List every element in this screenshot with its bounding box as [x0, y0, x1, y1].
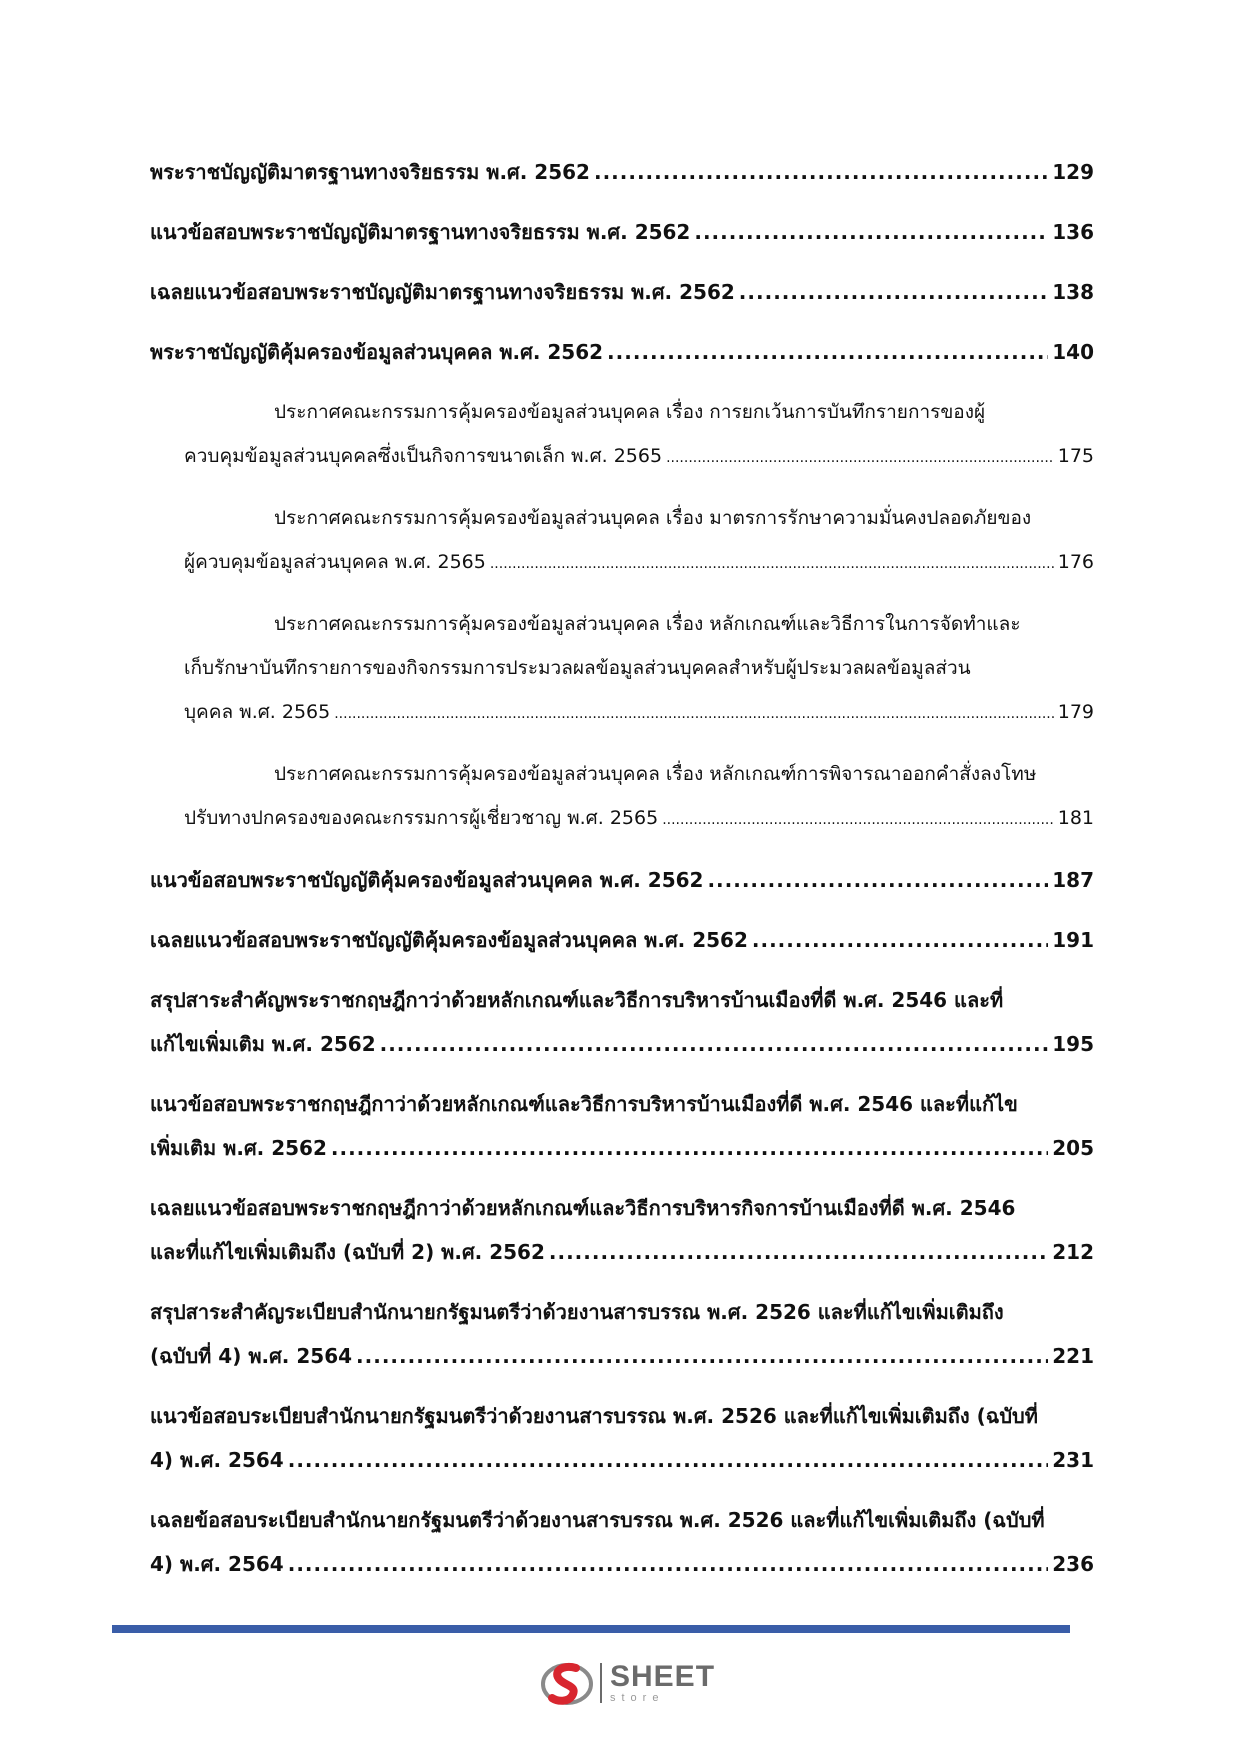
- toc-entry-title-line: เฉลยแนวข้อสอบพระราชกฤษฎีกาว่าด้วยหลักเกณฑ์และวิธีการบริหารกิจการบ้านเมืองที่ดี พ.ศ. 2546: [150, 1196, 1016, 1220]
- dot-leader: [356, 1334, 1048, 1378]
- toc-page-number: 129: [1052, 160, 1094, 184]
- toc-page-number: 221: [1052, 1344, 1094, 1368]
- toc-entry-title-line: ปรับทางปกครองของคณะกรรมการผู้เชี่ยวชาญ พ.ศ. 2565: [184, 807, 659, 829]
- dot-leader: [666, 436, 1054, 480]
- toc-entry-title-line: สรุปสาระสำคัญระเบียบสำนักนายกรัฐมนตรีว่าด้วยงานสารบรรณ พ.ศ. 2526 และที่แก้ไขเพิ่มเติมถึง: [150, 1300, 1004, 1324]
- logo-subword: store: [610, 1692, 665, 1704]
- sheet-store-logo: [540, 1656, 715, 1710]
- toc-page-number: 175: [1057, 445, 1094, 467]
- toc-entry-title-line: ประกาศคณะกรรมการคุ้มครองข้อมูลส่วนบุคคล เรื่อง มาตรการรักษาความมั่นคงปลอดภัยของ: [274, 507, 1032, 529]
- toc-entry-title-line: ประกาศคณะกรรมการคุ้มครองข้อมูลส่วนบุคคล เรื่อง การยกเว้นการบันทึกรายการของผู้: [274, 401, 986, 423]
- sheet-store-logo-icon: [540, 1656, 594, 1710]
- toc-entry[interactable]: [150, 1082, 1094, 1170]
- dot-leader: [662, 798, 1054, 842]
- toc-entry[interactable]: [150, 918, 1094, 962]
- toc-entry[interactable]: [150, 1394, 1094, 1482]
- toc-subentry[interactable]: [150, 752, 1094, 842]
- toc-entry-title: เฉลยแนวข้อสอบพระราชบัญญัติมาตรฐานทางจริยธรรม พ.ศ. 2562: [150, 280, 735, 304]
- toc-entry-title: แนวข้อสอบพระราชบัญญัติมาตรฐานทางจริยธรรม พ.ศ. 2562: [150, 220, 691, 244]
- dot-leader: [380, 1022, 1049, 1066]
- logo-divider: [600, 1663, 602, 1703]
- toc-page-number: 140: [1052, 340, 1094, 364]
- toc-entry[interactable]: [150, 1186, 1094, 1274]
- toc-page-number: 181: [1057, 807, 1094, 829]
- toc-entry-title-line: (ฉบับที่ 4) พ.ศ. 2564: [150, 1344, 353, 1368]
- dot-leader: [288, 1438, 1049, 1482]
- toc-entry-title-line: เฉลยข้อสอบระเบียบสำนักนายกรัฐมนตรีว่าด้วยงานสารบรรณ พ.ศ. 2526 และที่แก้ไขเพิ่มเติมถึง (ฉบับที่: [150, 1508, 1045, 1532]
- dot-leader: [334, 692, 1054, 736]
- toc-entry[interactable]: [150, 858, 1094, 902]
- dot-leader: [549, 1230, 1048, 1274]
- toc-entry-title-line: เก็บรักษาบันทึกรายการของกิจกรรมการประมวลผลข้อมูลส่วนบุคคลสำหรับผู้ประมวลผลข้อมูลส่วน: [184, 657, 971, 679]
- toc-entry-title: พระราชบัญญัติมาตรฐานทางจริยธรรม พ.ศ. 2562: [150, 160, 590, 184]
- toc-entry[interactable]: [150, 978, 1094, 1066]
- toc-page-number: 236: [1052, 1552, 1094, 1576]
- toc-subentry[interactable]: [150, 390, 1094, 480]
- toc-entry-title: พระราชบัญญัติคุ้มครองข้อมูลส่วนบุคคล พ.ศ. 2562: [150, 340, 604, 364]
- toc-entry-title-line: 4) พ.ศ. 2564: [150, 1552, 284, 1576]
- toc-page-number: 138: [1052, 280, 1094, 304]
- toc-entry-title-line: แนวข้อสอบพระราชกฤษฎีกาว่าด้วยหลักเกณฑ์และวิธีการบริหารบ้านเมืองที่ดี พ.ศ. 2546 และที่แก้ไข: [150, 1092, 1018, 1116]
- toc-entry[interactable]: [150, 1498, 1094, 1586]
- toc-page-number: 231: [1052, 1448, 1094, 1472]
- toc-entry-title-line: ประกาศคณะกรรมการคุ้มครองข้อมูลส่วนบุคคล เรื่อง หลักเกณฑ์และวิธีการในการจัดทำและ: [274, 613, 1021, 635]
- toc-page-number: 187: [1052, 868, 1094, 892]
- dot-leader: [331, 1126, 1048, 1170]
- toc-entry-title-line: สรุปสาระสำคัญพระราชกฤษฎีกาว่าด้วยหลักเกณฑ์และวิธีการบริหารบ้านเมืองที่ดี พ.ศ. 2546 และที่: [150, 988, 1004, 1012]
- toc-entry-title-line: และที่แก้ไขเพิ่มเติมถึง (ฉบับที่ 2) พ.ศ. 2562: [150, 1240, 545, 1264]
- dot-leader: [752, 918, 1048, 962]
- dot-leader: [607, 330, 1048, 374]
- dot-leader: [288, 1542, 1049, 1586]
- toc-page-number: 212: [1052, 1240, 1094, 1264]
- toc-entry-title-line: แนวข้อสอบระเบียบสำนักนายกรัฐมนตรีว่าด้วยงานสารบรรณ พ.ศ. 2526 และที่แก้ไขเพิ่มเติมถึง (ฉบับที่: [150, 1404, 1038, 1428]
- dot-leader: [694, 210, 1048, 254]
- toc-page-number: 191: [1052, 928, 1094, 952]
- toc-entry-title-line: ควบคุมข้อมูลส่วนบุคคลซึ่งเป็นกิจการขนาดเล็ก พ.ศ. 2565: [184, 445, 663, 467]
- toc-page-number: 136: [1052, 220, 1094, 244]
- toc-entry-title: แนวข้อสอบพระราชบัญญัติคุ้มครองข้อมูลส่วนบุคคล พ.ศ. 2562: [150, 868, 704, 892]
- toc-entry-title-line: เพิ่มเติม พ.ศ. 2562: [150, 1136, 327, 1160]
- logo-text: [610, 1662, 715, 1704]
- toc-entry-title-line: ผู้ควบคุมข้อมูลส่วนบุคคล พ.ศ. 2565: [184, 551, 486, 573]
- logo-word: SHEET: [610, 1660, 716, 1693]
- dot-leader: [739, 270, 1048, 314]
- dot-leader: [707, 858, 1048, 902]
- toc-entry-title-line: ประกาศคณะกรรมการคุ้มครองข้อมูลส่วนบุคคล เรื่อง หลักเกณฑ์การพิจารณาออกคำสั่งลงโทษ: [274, 763, 1037, 785]
- toc-page-number: 176: [1057, 551, 1094, 573]
- toc-entry-title-line: บุคคล พ.ศ. 2565: [184, 701, 331, 723]
- dot-leader: [490, 542, 1054, 586]
- toc-entry[interactable]: [150, 150, 1094, 194]
- toc-entry[interactable]: [150, 270, 1094, 314]
- toc-subentry[interactable]: [150, 496, 1094, 586]
- dot-leader: [594, 150, 1048, 194]
- toc-entry-title-line: แก้ไขเพิ่มเติม พ.ศ. 2562: [150, 1032, 376, 1056]
- toc-page-number: 205: [1052, 1136, 1094, 1160]
- toc-entry[interactable]: [150, 330, 1094, 374]
- footer-rule: [112, 1625, 1070, 1633]
- toc-entry-title: เฉลยแนวข้อสอบพระราชบัญญัติคุ้มครองข้อมูลส่วนบุคคล พ.ศ. 2562: [150, 928, 748, 952]
- toc-entry[interactable]: [150, 1290, 1094, 1378]
- toc-entry[interactable]: [150, 210, 1094, 254]
- table-of-contents: [150, 150, 1094, 1602]
- toc-page-number: 195: [1052, 1032, 1094, 1056]
- toc-entry-title-line: 4) พ.ศ. 2564: [150, 1448, 284, 1472]
- toc-subentry[interactable]: [150, 602, 1094, 736]
- toc-page-number: 179: [1057, 701, 1094, 723]
